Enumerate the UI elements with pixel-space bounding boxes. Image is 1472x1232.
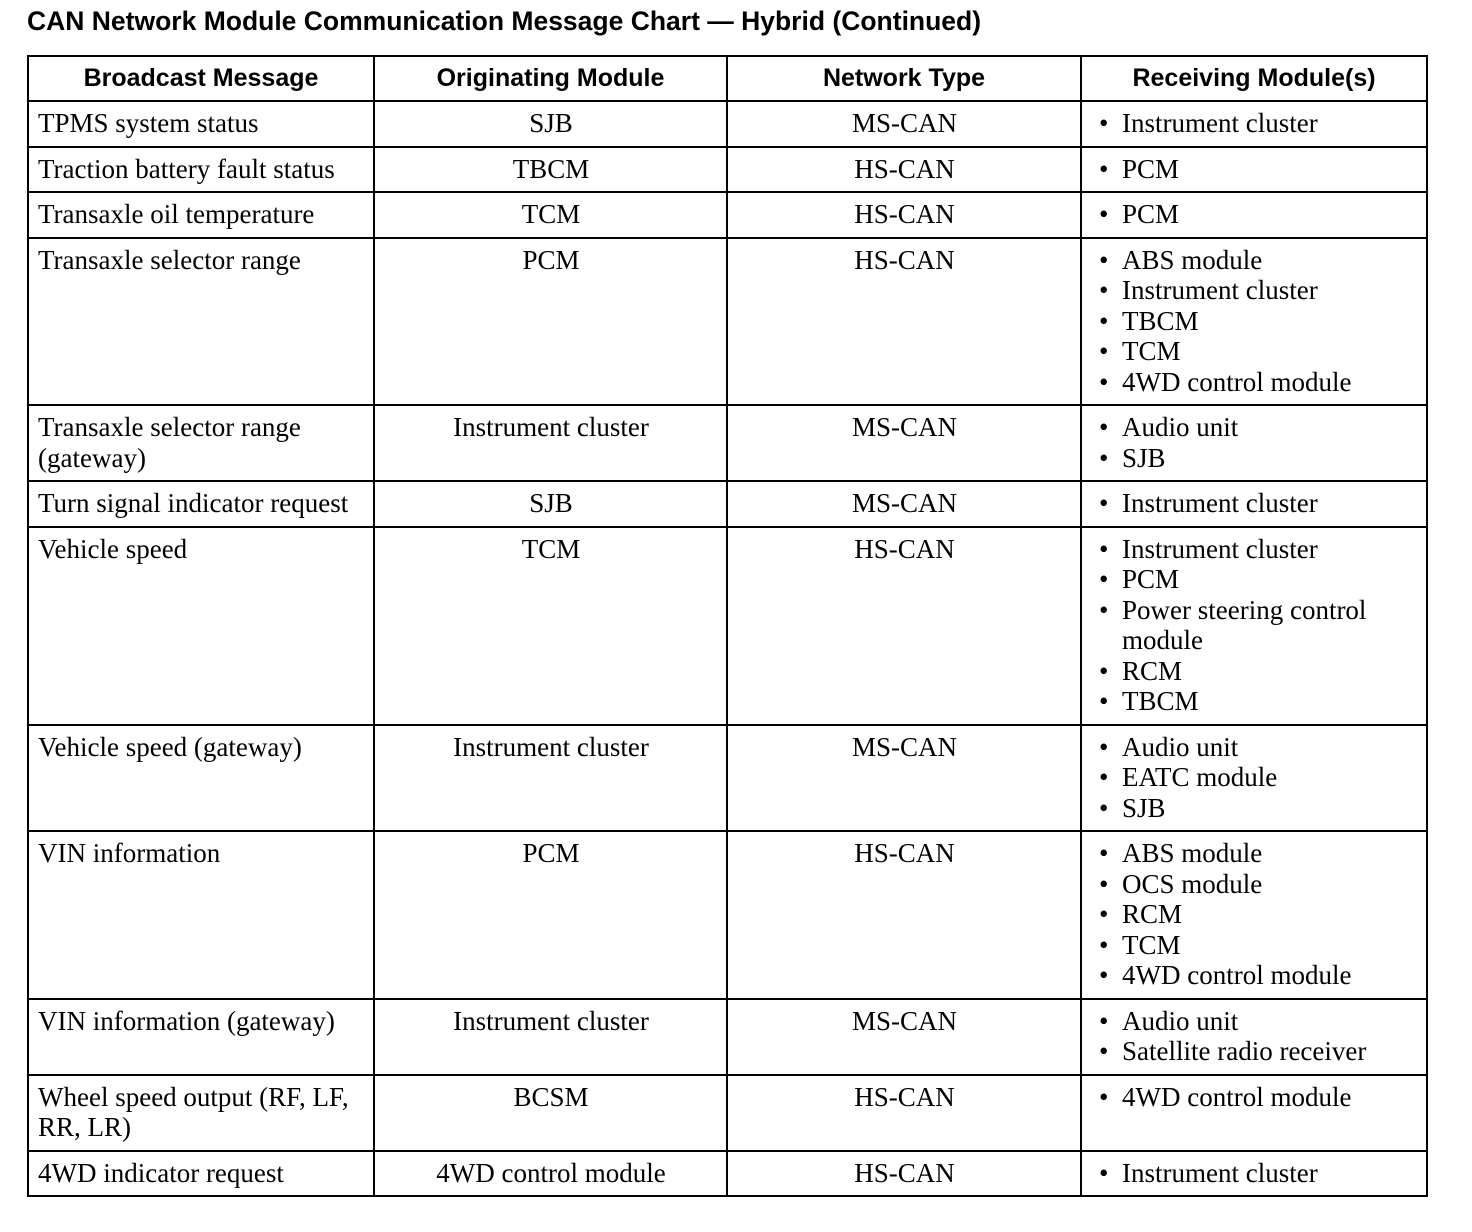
network-type-cell: HS-CAN — [727, 1075, 1081, 1151]
table-row — [28, 1075, 1427, 1151]
receiving-modules-list — [1091, 1006, 1418, 1067]
receiving-modules-cell — [1081, 481, 1427, 527]
network-type-cell: HS-CAN — [727, 1151, 1081, 1197]
list-item: • 4WD control module — [1091, 960, 1418, 991]
list-item: • Audio unit — [1091, 732, 1418, 763]
header-receiving-modules: Receiving Module(s) — [1081, 56, 1427, 101]
table-row — [28, 1151, 1427, 1197]
originating-module-cell: PCM — [374, 238, 727, 406]
receiving-modules-cell — [1081, 1151, 1427, 1197]
receiving-modules-cell — [1081, 831, 1427, 999]
table-row — [28, 147, 1427, 193]
header-row — [28, 56, 1427, 101]
broadcast-message-cell: Vehicle speed — [28, 527, 374, 725]
network-type-cell: HS-CAN — [727, 831, 1081, 999]
receiving-modules-cell — [1081, 1075, 1427, 1151]
receiving-modules-list — [1091, 245, 1418, 398]
receiving-modules-list — [1091, 1158, 1418, 1189]
list-item: • Instrument cluster — [1091, 108, 1418, 139]
header-originating-module: Originating Module — [374, 56, 727, 101]
originating-module-cell: TCM — [374, 527, 727, 725]
network-type-cell: MS-CAN — [727, 725, 1081, 832]
network-type-cell: HS-CAN — [727, 527, 1081, 725]
list-item: • ABS module — [1091, 245, 1418, 276]
list-item: • OCS module — [1091, 869, 1418, 900]
table-row — [28, 999, 1427, 1075]
list-item: • Instrument cluster — [1091, 1158, 1418, 1189]
list-item: • EATC module — [1091, 762, 1418, 793]
broadcast-message-cell: 4WD indicator request — [28, 1151, 374, 1197]
receiving-modules-list — [1091, 199, 1418, 230]
header-broadcast-message: Broadcast Message — [28, 56, 374, 101]
receiving-modules-cell — [1081, 147, 1427, 193]
receiving-modules-list — [1091, 412, 1418, 473]
list-item: • SJB — [1091, 793, 1418, 824]
list-item: • RCM — [1091, 656, 1418, 687]
table-row — [28, 527, 1427, 725]
receiving-modules-list — [1091, 732, 1418, 824]
originating-module-cell: 4WD control module — [374, 1151, 727, 1197]
page-title: CAN Network Module Communication Message Chart — Hybrid (Continued) — [27, 6, 982, 36]
table-body — [28, 101, 1427, 1196]
network-type-cell: MS-CAN — [727, 101, 1081, 147]
originating-module-cell: TCM — [374, 192, 727, 238]
list-item: • ABS module — [1091, 838, 1418, 869]
table-row — [28, 238, 1427, 406]
originating-module-cell: TBCM — [374, 147, 727, 193]
table-row — [28, 481, 1427, 527]
broadcast-message-cell: VIN information — [28, 831, 374, 999]
list-item: • PCM — [1091, 564, 1418, 595]
originating-module-cell: PCM — [374, 831, 727, 999]
network-type-cell: MS-CAN — [727, 405, 1081, 481]
list-item: • PCM — [1091, 154, 1418, 185]
receiving-modules-list — [1091, 1082, 1418, 1113]
receiving-modules-cell — [1081, 101, 1427, 147]
list-item: • Instrument cluster — [1091, 275, 1418, 306]
broadcast-message-cell: TPMS system status — [28, 101, 374, 147]
list-item: • TCM — [1091, 930, 1418, 961]
broadcast-message-cell: Wheel speed output (RF, LF, RR, LR) — [28, 1075, 374, 1151]
network-type-cell: HS-CAN — [727, 147, 1081, 193]
list-item: • Power steering control module — [1091, 595, 1418, 656]
list-item: • TBCM — [1091, 306, 1418, 337]
table-row — [28, 405, 1427, 481]
receiving-modules-list — [1091, 534, 1418, 717]
receiving-modules-cell — [1081, 238, 1427, 406]
message-chart-table — [27, 55, 1428, 1197]
receiving-modules-list — [1091, 154, 1418, 185]
list-item: • TCM — [1091, 336, 1418, 367]
table-row — [28, 831, 1427, 999]
receiving-modules-cell — [1081, 527, 1427, 725]
broadcast-message-cell: Vehicle speed (gateway) — [28, 725, 374, 832]
network-type-cell: HS-CAN — [727, 238, 1081, 406]
list-item: • SJB — [1091, 443, 1418, 474]
broadcast-message-cell: Traction battery fault status — [28, 147, 374, 193]
table-row — [28, 101, 1427, 147]
list-item: • 4WD control module — [1091, 367, 1418, 398]
broadcast-message-cell: Transaxle selector range — [28, 238, 374, 406]
list-item: • Instrument cluster — [1091, 488, 1418, 519]
originating-module-cell: SJB — [374, 101, 727, 147]
receiving-modules-list — [1091, 108, 1418, 139]
broadcast-message-cell: Transaxle oil temperature — [28, 192, 374, 238]
originating-module-cell: SJB — [374, 481, 727, 527]
originating-module-cell: Instrument cluster — [374, 999, 727, 1075]
receiving-modules-list — [1091, 488, 1418, 519]
list-item: • 4WD control module — [1091, 1082, 1418, 1113]
list-item: • Satellite radio receiver — [1091, 1036, 1418, 1067]
originating-module-cell: Instrument cluster — [374, 405, 727, 481]
broadcast-message-cell: Turn signal indicator request — [28, 481, 374, 527]
receiving-modules-cell — [1081, 405, 1427, 481]
table-row — [28, 725, 1427, 832]
receiving-modules-cell — [1081, 725, 1427, 832]
table-row — [28, 192, 1427, 238]
receiving-modules-list — [1091, 838, 1418, 991]
list-item: • RCM — [1091, 899, 1418, 930]
receiving-modules-cell — [1081, 192, 1427, 238]
broadcast-message-cell: VIN information (gateway) — [28, 999, 374, 1075]
broadcast-message-cell: Transaxle selector range (gateway) — [28, 405, 374, 481]
list-item: • Audio unit — [1091, 1006, 1418, 1037]
list-item: • TBCM — [1091, 686, 1418, 717]
network-type-cell: HS-CAN — [727, 192, 1081, 238]
list-item: • PCM — [1091, 199, 1418, 230]
receiving-modules-cell — [1081, 999, 1427, 1075]
list-item: • Audio unit — [1091, 412, 1418, 443]
network-type-cell: MS-CAN — [727, 481, 1081, 527]
originating-module-cell: BCSM — [374, 1075, 727, 1151]
header-network-type: Network Type — [727, 56, 1081, 101]
originating-module-cell: Instrument cluster — [374, 725, 727, 832]
list-item: • Instrument cluster — [1091, 534, 1418, 565]
network-type-cell: MS-CAN — [727, 999, 1081, 1075]
